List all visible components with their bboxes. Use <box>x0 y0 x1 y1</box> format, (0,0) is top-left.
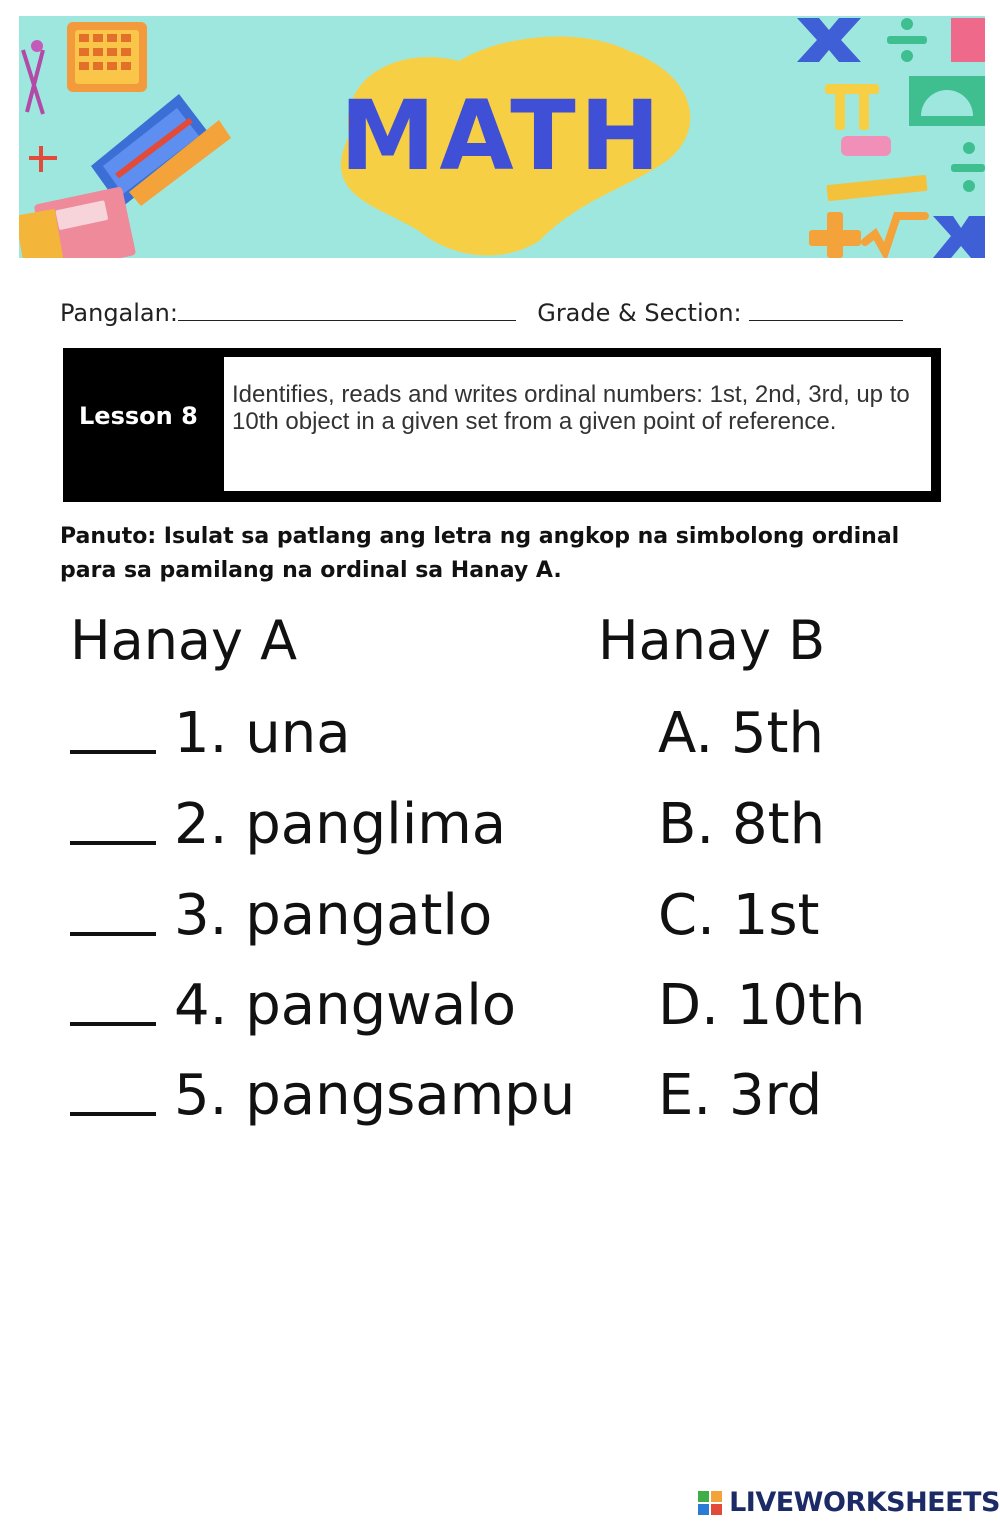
column-a-item <box>70 792 507 857</box>
calculator-icon <box>67 22 147 92</box>
times-icon-2 <box>933 216 985 258</box>
times-icon <box>797 18 861 62</box>
logo-text: LIVEWORKSHEETS <box>729 1487 1000 1518</box>
answer-blank-3[interactable] <box>70 932 156 936</box>
flag-icon <box>951 18 985 62</box>
item-label: 1. una <box>174 701 351 766</box>
notebook-icon <box>19 186 136 258</box>
item-label: 5. pangsampu <box>174 1063 576 1128</box>
column-a-item <box>70 883 493 948</box>
grade-section-label: Grade & Section: <box>537 299 742 327</box>
name-label: Pangalan: <box>60 299 178 327</box>
column-b-item: E. 3rd <box>658 1063 823 1128</box>
column-b-heading: Hanay B <box>598 609 826 672</box>
column-a-item <box>70 973 517 1038</box>
answer-blank-2[interactable] <box>70 841 156 845</box>
column-b-item: B. 8th <box>658 792 826 857</box>
item-label: 2. panglima <box>174 792 507 857</box>
banner-title: MATH <box>339 80 665 192</box>
plus-icon <box>809 212 861 258</box>
answer-blank-1[interactable] <box>70 750 156 754</box>
student-info-line <box>60 298 903 327</box>
item-label: 4. pangwalo <box>174 973 517 1038</box>
name-blank[interactable] <box>178 298 516 321</box>
answer-blank-5[interactable] <box>70 1112 156 1116</box>
answer-blank-4[interactable] <box>70 1022 156 1026</box>
lesson-objective-box <box>224 357 931 491</box>
column-b-item: D. 10th <box>658 973 866 1038</box>
lesson-objective-text: Identifies, reads and writes ordinal numbers: 1st, 2nd, 3rd, up to 10th object in a given set from a given point of reference. <box>232 381 910 435</box>
column-a-item <box>70 701 351 766</box>
column-b-item: C. 1st <box>658 883 820 948</box>
sqrt-icon <box>865 216 925 252</box>
column-b-item: A. 5th <box>658 701 825 766</box>
banner <box>19 16 985 258</box>
column-a-item <box>70 1063 576 1128</box>
instructions: Panuto: Isulat sa patlang ang letra ng angkop na simbolong ordinal para sa pamilang na ordinal sa Hanay A. <box>60 524 900 583</box>
column-a-heading: Hanay A <box>70 609 298 672</box>
grade-section-blank[interactable] <box>749 298 903 321</box>
lesson-box <box>63 348 941 502</box>
logo-mark-icon <box>698 1491 722 1515</box>
liveworksheets-logo[interactable] <box>698 1487 1000 1523</box>
divide-icon <box>887 18 927 62</box>
item-label: 3. pangatlo <box>174 883 493 948</box>
lesson-label: Lesson 8 <box>79 402 198 430</box>
